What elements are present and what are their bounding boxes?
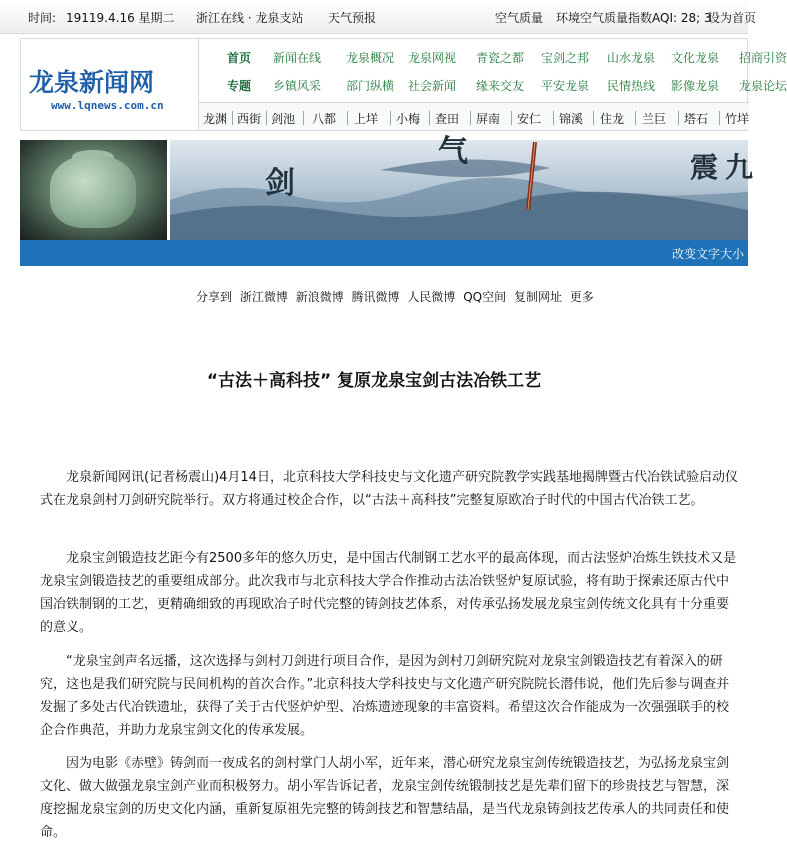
site-link[interactable]: 浙江在线 · 龙泉支站 [196, 11, 304, 25]
share-weibo-zhejiang[interactable]: 浙江微博 [239, 290, 288, 304]
landscape-banner-image [170, 134, 754, 240]
town-link[interactable]: 查田 [435, 112, 460, 126]
time-label: 时间: [28, 11, 57, 25]
aqi-text: 环境空气质量指数AQI: 28; 3 [556, 11, 712, 25]
divider [232, 111, 233, 125]
nav-item[interactable]: 社会新闻 [408, 79, 457, 93]
town-link[interactable]: 住龙 [600, 112, 625, 126]
divider [678, 111, 679, 125]
share-weibo-sina[interactable]: 新浪微博 [295, 290, 344, 304]
logo-url: www.lqnews.com.cn [51, 99, 164, 112]
celadon-jar-image [20, 140, 167, 240]
blue-tool-bar [20, 240, 748, 266]
nav-item[interactable]: 缘来交友 [476, 79, 525, 93]
divider [266, 111, 267, 125]
town-link[interactable]: 塔石 [684, 112, 709, 126]
article-paragraph: “龙泉宝剑声名远播，这次选择与剑村刀剑进行项目合作，是因为剑村刀剑研究院对龙泉宝剑锻造技艺有着深入的研究，这也是我们研究院与民间机构的首次合作。”北京科技大学科技史与文化遗产研究院院长潜伟说，他们先后参与调查并发掘了多处古代冶铁遗址，获得了关于古代竖炉炉型、冶炼遗迹现象的丰富资料。希望这次合作能成为一次强强联手的校企合作典范，并助力龙泉宝剑文化的传承发展。 [40, 654, 730, 738]
calligraphy-char: 九 [725, 151, 754, 184]
town-link[interactable]: 龙渊 [203, 112, 228, 126]
article-paragraph: 因为电影《赤壁》铸剑而一夜成名的剑村掌门人胡小军，近年来，潜心研究龙泉宝剑传统锻造技艺，为弘扬龙泉宝剑文化、做大做强龙泉宝剑产业而积极努力。胡小军告诉记者，龙泉宝剑传统锻制技艺是先辈们留下的珍贵技艺与智慧，深度挖掘龙泉宝剑的历史文化内涵，重新复原祖先完整的铸剑技艺和智慧结晶，是当代龙泉铸剑技艺传承人的共同责任和使命。 [40, 756, 730, 840]
nav-item[interactable]: 青瓷之都 [476, 51, 525, 65]
nav-item[interactable]: 影像龙泉 [671, 79, 720, 93]
nav-item[interactable]: 专题 [227, 79, 252, 93]
town-link[interactable]: 安仁 [517, 112, 542, 126]
nav-item[interactable]: 平安龙泉 [541, 79, 590, 93]
nav-item[interactable]: 民情热线 [607, 79, 656, 93]
jar-body-shape [50, 156, 136, 228]
nav-item[interactable]: 招商引资 [739, 51, 787, 65]
town-link[interactable]: 剑池 [271, 112, 296, 126]
calligraphy-char: 震 [690, 151, 719, 184]
divider [390, 111, 391, 125]
current-date: 19119.4.16 星期二 [66, 11, 175, 25]
set-homepage-link[interactable]: 设为首页 [708, 11, 757, 25]
town-link[interactable]: 上垟 [354, 112, 379, 126]
nav-item[interactable]: 宝剑之邦 [541, 51, 590, 65]
weather-link[interactable]: 天气预报 [328, 11, 377, 25]
town-link[interactable]: 八都 [312, 112, 337, 126]
nav-item[interactable]: 文化龙泉 [671, 51, 720, 65]
town-link[interactable]: 兰巨 [642, 112, 667, 126]
main-nav-row-2 [199, 72, 787, 98]
calligraphy-char: 剑 [265, 166, 295, 201]
article-paragraph: 龙泉宝剑锻造技艺距今有2500多年的悠久历史，是中国古代制钢工艺水平的最高体现，而古法竖炉冶炼生铁技术又是龙泉宝剑锻造技艺的重要组成部分。此次我市与北京科技大学合作推动古法冶铁竖炉复原试验，将有助于探索还原古代中国冶铁制钢的工艺，更精确细致的再现欧冶子时代完整的铸剑技艺体系，对传承弘扬发展龙泉宝剑传统文化具有十分重要的意义。 [40, 551, 737, 635]
site-logo[interactable] [21, 39, 199, 130]
article-title: “古法＋高科技” 复原龙泉宝剑古法冶铁工艺 [206, 371, 542, 391]
nav-item[interactable]: 龙泉概况 [346, 51, 395, 65]
share-weibo-tencent[interactable]: 腾讯微博 [351, 290, 400, 304]
nav-item[interactable]: 龙泉网视 [408, 51, 457, 65]
share-bar [196, 288, 598, 305]
divider [347, 111, 348, 125]
town-nav-row [199, 102, 749, 130]
divider [635, 111, 636, 125]
divider [303, 111, 304, 125]
change-font-size-link[interactable]: 改变文字大小 [671, 247, 744, 261]
air-quality-label: 空气质量 [495, 11, 544, 25]
nav-item[interactable]: 部门纵横 [346, 79, 395, 93]
nav-item[interactable]: 新闻在线 [273, 51, 322, 65]
town-link[interactable]: 竹垟 [725, 112, 750, 126]
share-weibo-people[interactable]: 人民微博 [407, 290, 456, 304]
town-link[interactable]: 西街 [237, 112, 262, 126]
town-link[interactable]: 屏南 [476, 112, 501, 126]
calligraphy-char: 气 [438, 134, 468, 169]
top-status-bar [0, 0, 757, 34]
divider [553, 111, 554, 125]
divider [470, 111, 471, 125]
divider [511, 111, 512, 125]
nav-item[interactable]: 龙泉论坛 [739, 79, 787, 93]
share-label: 分享到 [196, 290, 233, 304]
share-qzone[interactable]: QQ空间 [463, 290, 507, 304]
site-header [20, 38, 787, 131]
nav-item[interactable]: 乡镇风采 [273, 79, 322, 93]
logo-title: 龙泉新闻网 [29, 68, 155, 97]
divider [719, 111, 720, 125]
divider [429, 111, 430, 125]
share-more-link[interactable]: 更多 [569, 290, 594, 304]
nav-item[interactable]: 首页 [227, 51, 252, 65]
town-link[interactable]: 锦溪 [559, 112, 584, 126]
article-paragraph: 龙泉新闻网讯(记者杨震山)4月14日，北京科技大学科技史与文化遗产研究院教学实践基地揭牌暨古代冶铁试验启动仪式在龙泉剑村刀剑研究院举行。双方将通过校企合作，以“古法＋高科技”完整复原欧冶子时代的中国古代冶铁工艺。 [40, 470, 738, 508]
divider [593, 111, 594, 125]
nav-item[interactable]: 山水龙泉 [607, 51, 656, 65]
copy-url-link[interactable]: 复制网址 [513, 290, 562, 304]
town-link[interactable]: 小梅 [396, 112, 421, 126]
main-nav-row-1 [199, 44, 787, 70]
